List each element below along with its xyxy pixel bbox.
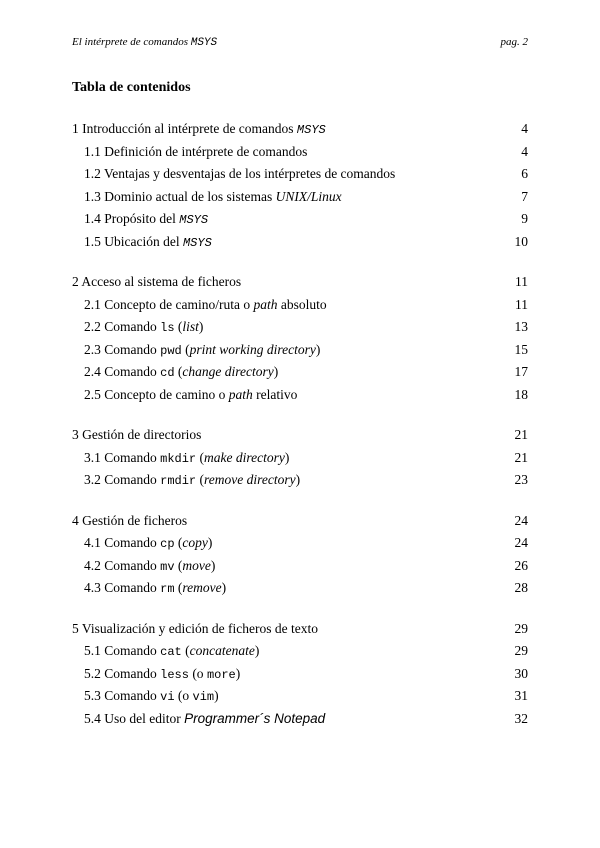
command-code: less xyxy=(160,667,189,682)
entry-text: 1.2 xyxy=(84,166,105,181)
toc-entry-title xyxy=(72,687,219,706)
command-code: MSYS xyxy=(296,123,326,137)
toc-entry-title xyxy=(72,665,240,684)
header-title-text: El intérprete de comandos xyxy=(72,36,191,48)
entry-text: 4 xyxy=(72,512,83,528)
command-code: ls xyxy=(160,321,175,335)
italic-term: remove directory xyxy=(204,472,296,487)
toc-subsection-4-2[interactable] xyxy=(72,557,528,576)
command-code: mkdir xyxy=(160,451,197,466)
entry-text: ) xyxy=(273,364,279,379)
italic-term: list xyxy=(182,319,199,334)
entry-text: ( xyxy=(196,472,205,487)
entry-text: Concepto de camino/ruta o xyxy=(104,296,254,312)
toc-page-number: 18 xyxy=(514,386,528,402)
entry-text: Comando xyxy=(104,688,161,703)
entry-text: 4.3 xyxy=(84,580,105,595)
toc-subsection-5-2[interactable] xyxy=(72,665,528,684)
entry-text: ) xyxy=(315,341,321,357)
command-code: mv xyxy=(160,559,175,574)
toc-page-number: 17 xyxy=(514,364,528,379)
toc-section-2[interactable] xyxy=(72,273,528,291)
entry-text: Definición de intérprete de comandos xyxy=(104,143,308,159)
italic-term: path xyxy=(228,386,253,402)
entry-text: 2.4 xyxy=(84,364,105,379)
command-code: vi xyxy=(160,690,175,704)
entry-text: absoluto xyxy=(277,296,327,312)
entry-text: Comando xyxy=(104,580,161,595)
toc-entry-title xyxy=(72,386,297,404)
running-header-title xyxy=(72,36,217,49)
entry-text: Comando xyxy=(104,472,161,487)
entry-text: Comando xyxy=(104,364,161,379)
toc-page-number: 7 xyxy=(521,188,528,204)
entry-text: ) xyxy=(207,535,213,550)
entry-text: ( xyxy=(181,341,190,357)
italic-term: Programmer´s Notepad xyxy=(184,710,326,726)
entry-text: 2.1 xyxy=(84,296,105,312)
italic-term: concatenate xyxy=(189,643,255,658)
entry-text: relativo xyxy=(252,386,298,402)
italic-term: path xyxy=(253,296,278,312)
toc-subsection-4-1[interactable] xyxy=(72,534,528,553)
italic-term: change directory xyxy=(182,364,274,379)
italic-term: UNIX/Linux xyxy=(275,188,342,204)
toc-page-number: 23 xyxy=(514,472,528,487)
toc-subsection-5-4[interactable] xyxy=(72,710,528,728)
command-code: rm xyxy=(160,582,175,596)
entry-text: Visualización y edición de ficheros de texto xyxy=(81,620,318,636)
entry-text: Propósito del xyxy=(104,211,180,226)
toc-page-number: 21 xyxy=(514,427,528,442)
entry-text: Uso del editor xyxy=(104,710,185,726)
toc-entry-title xyxy=(72,534,212,553)
entry-text: 3 xyxy=(72,427,83,442)
toc-page-number: 29 xyxy=(514,620,528,636)
entry-text: 5.3 xyxy=(84,688,105,703)
entry-text: ) xyxy=(198,319,204,334)
entry-text: 3.1 xyxy=(84,449,105,465)
entry-text: (o xyxy=(188,665,207,681)
toc-section-1[interactable] xyxy=(72,120,528,139)
toc-page-number: 21 xyxy=(514,449,528,465)
toc-entry-title xyxy=(72,471,300,490)
command-code: rmdir xyxy=(160,474,197,488)
toc-page-number: 13 xyxy=(514,319,528,334)
toc-subsection-1-4[interactable] xyxy=(72,210,528,229)
toc-page-number: 4 xyxy=(521,143,528,159)
entry-text: ) xyxy=(284,449,290,465)
toc-entry-title xyxy=(72,642,259,661)
entry-text: Comando xyxy=(104,665,161,681)
toc-subsection-2-2[interactable] xyxy=(72,318,528,337)
entry-text: Introducción al intérprete de comandos xyxy=(82,121,297,136)
toc-page-number: 26 xyxy=(514,557,528,573)
entry-text: (o xyxy=(174,688,193,703)
command-code: pwd xyxy=(160,343,182,358)
italic-term: copy xyxy=(182,535,208,550)
entry-text: 1.3 xyxy=(84,188,105,204)
toc-entry-title xyxy=(72,120,326,139)
toc-page-number: 15 xyxy=(514,341,528,357)
entry-text: Comando xyxy=(104,341,161,357)
toc-page-number: 29 xyxy=(514,643,528,658)
entry-text: Acceso al sistema de ficheros xyxy=(81,274,242,289)
toc-subsection-2-3[interactable] xyxy=(72,341,528,360)
entry-text: 2 xyxy=(72,274,82,289)
entry-text: Comando xyxy=(104,449,161,465)
command-code: MSYS xyxy=(179,213,209,227)
entry-text: Concepto de camino o xyxy=(104,386,229,402)
toc-page-number: 11 xyxy=(515,274,528,289)
entry-text: 2.5 xyxy=(84,386,105,402)
toc-page-number: 6 xyxy=(521,166,528,181)
entry-text: Gestión de ficheros xyxy=(82,512,188,528)
command-code: more xyxy=(206,667,236,682)
toc-entry-title xyxy=(72,188,342,206)
entry-text: 1 xyxy=(72,121,83,136)
toc-subsection-1-3[interactable] xyxy=(72,188,528,206)
toc-subsection-1-2[interactable] xyxy=(72,165,528,183)
entry-text: Gestión de directorios xyxy=(82,427,202,442)
entry-text: 1.5 xyxy=(84,233,105,249)
command-code: MSYS xyxy=(182,235,212,250)
toc-subsection-2-4[interactable] xyxy=(72,363,528,382)
toc-section-4[interactable] xyxy=(72,512,528,530)
toc-page-number: 32 xyxy=(514,710,528,726)
toc-entry-title xyxy=(72,296,327,314)
entry-text: Comando xyxy=(104,643,161,658)
entry-text: 5.4 xyxy=(84,710,105,726)
entry-text: 2.2 xyxy=(84,319,105,334)
toc-entry-title xyxy=(72,449,289,468)
entry-text: ( xyxy=(174,319,183,334)
entry-text: 5.1 xyxy=(84,643,105,658)
toc-subsection-1-5[interactable] xyxy=(72,233,528,252)
toc-page-number: 10 xyxy=(514,233,528,249)
entry-text: ) xyxy=(214,688,219,703)
toc-entry-title xyxy=(72,165,395,183)
entry-text: ( xyxy=(174,535,183,550)
toc-entry-title xyxy=(72,318,203,337)
entry-text: 5.2 xyxy=(84,665,105,681)
entry-text: 5 xyxy=(72,620,82,636)
entry-text: ) xyxy=(254,643,260,658)
toc-subsection-5-3[interactable] xyxy=(72,687,528,706)
toc-subsection-5-1[interactable] xyxy=(72,642,528,661)
toc-entry-title xyxy=(72,363,278,382)
entry-text: ( xyxy=(174,364,183,379)
toc-page-number: 9 xyxy=(521,211,528,226)
entry-text: Dominio actual de los sistemas xyxy=(104,188,276,204)
entry-text: ) xyxy=(235,665,241,681)
toc-page-number: 4 xyxy=(521,121,528,136)
toc-page-number: 11 xyxy=(515,296,528,312)
command-code: cat xyxy=(160,645,182,659)
toc-entry-title xyxy=(72,210,208,229)
toc-entry-title xyxy=(72,143,307,161)
entry-text: Comando xyxy=(104,535,161,550)
entry-text: 1.4 xyxy=(84,211,105,226)
toc-page-number: 28 xyxy=(514,580,528,595)
italic-term: print working directory xyxy=(189,341,316,357)
entry-text: 1.1 xyxy=(84,143,105,159)
command-code: cp xyxy=(160,537,175,551)
entry-text: 2.3 xyxy=(84,341,105,357)
entry-text: ( xyxy=(174,580,183,595)
toc-section-5[interactable] xyxy=(72,620,528,638)
entry-text: ( xyxy=(196,449,205,465)
toc-entry-title xyxy=(72,512,187,530)
toc-entry-title xyxy=(72,710,325,728)
entry-text: 4.1 xyxy=(84,535,105,550)
toc-section-3[interactable] xyxy=(72,426,528,444)
toc-subsection-2-5[interactable] xyxy=(72,386,528,404)
toc-subsection-3-1[interactable] xyxy=(72,449,528,468)
toc-subsection-4-3[interactable] xyxy=(72,579,528,598)
entry-text: 3.2 xyxy=(84,472,105,487)
entry-text: 4.2 xyxy=(84,557,105,573)
toc-subsection-1-1[interactable] xyxy=(72,143,528,161)
toc-entry-title xyxy=(72,426,201,444)
toc-entry-title xyxy=(72,273,241,291)
entry-text: Comando xyxy=(104,319,161,334)
toc-entry-title xyxy=(72,557,215,576)
toc-heading: Tabla de contenidos xyxy=(72,80,191,95)
entry-text: ) xyxy=(295,472,301,487)
toc-entry-title xyxy=(72,579,226,598)
toc-entry-title xyxy=(72,341,320,360)
toc-page-number: 24 xyxy=(514,512,528,528)
entry-text: ) xyxy=(210,557,216,573)
toc-subsection-2-1[interactable] xyxy=(72,296,528,314)
entry-text: ( xyxy=(181,643,190,658)
entry-text: ) xyxy=(221,580,227,595)
command-code: vim xyxy=(192,690,215,704)
toc-page-number: 24 xyxy=(514,535,528,550)
toc-entry-title xyxy=(72,620,318,638)
header-title-mono: MSYS xyxy=(190,37,218,49)
entry-text: Ventajas y desventajas de los intérpretes de comandos xyxy=(104,166,396,181)
toc-page-number: 31 xyxy=(514,688,528,703)
command-code: cd xyxy=(160,366,175,380)
entry-text: ( xyxy=(174,557,183,573)
toc-entry-title xyxy=(72,233,212,252)
italic-term: remove xyxy=(182,580,222,595)
italic-term: move xyxy=(182,557,211,573)
page-number-header: pag. 2 xyxy=(500,36,528,48)
entry-text: Ubicación del xyxy=(104,233,183,249)
toc-subsection-3-2[interactable] xyxy=(72,471,528,490)
italic-term: make directory xyxy=(204,449,285,465)
toc-page-number: 30 xyxy=(514,665,528,681)
entry-text: Comando xyxy=(104,557,161,573)
